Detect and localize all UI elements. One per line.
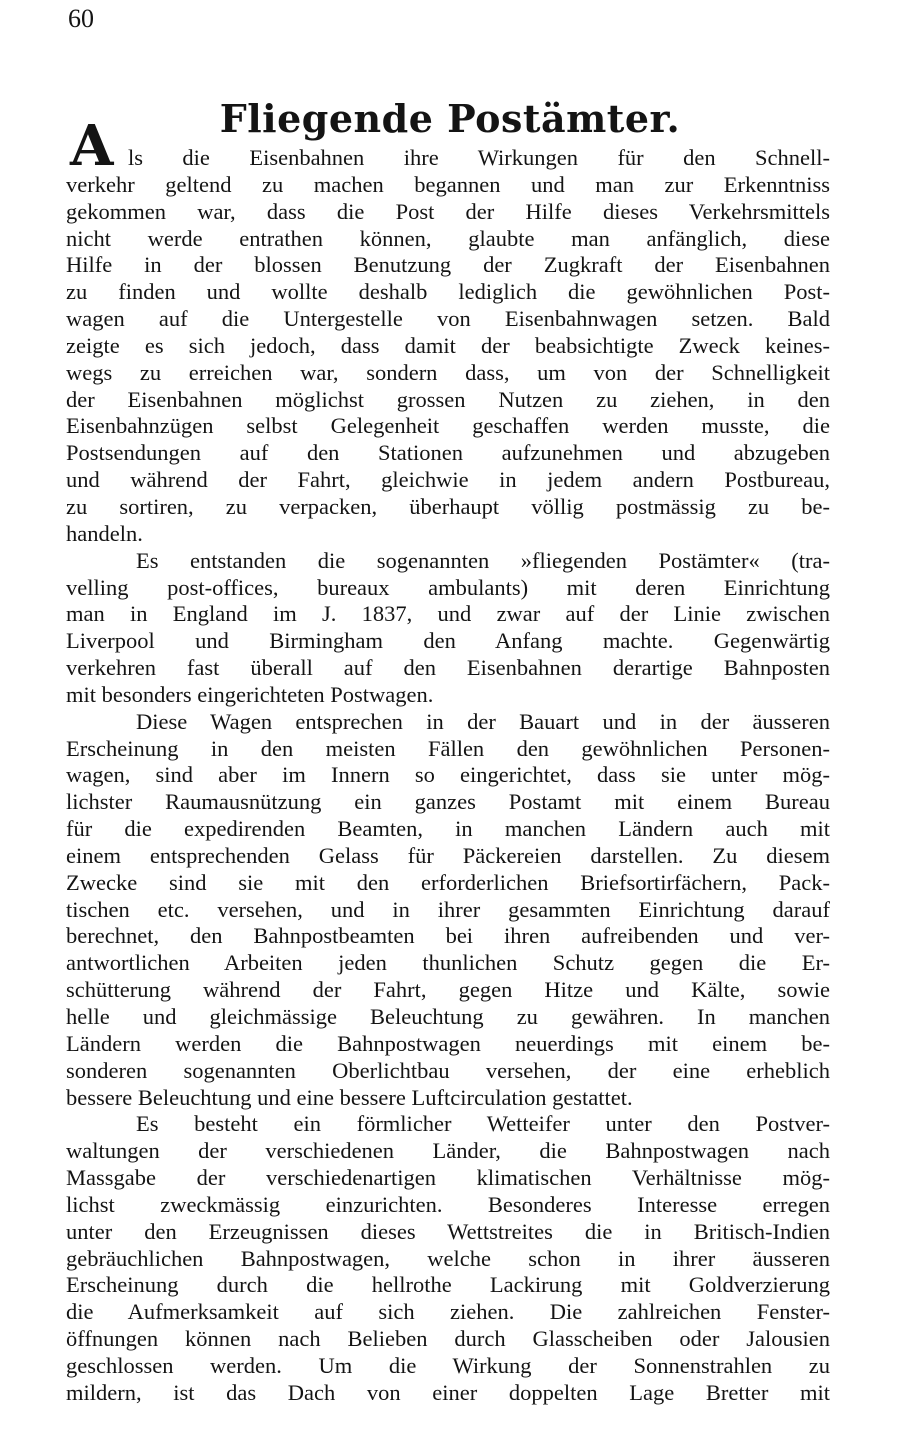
- text-line: Hilfe in der blossen Benutzung der Zugkraft der Eisenbahnen: [66, 252, 830, 278]
- text-line: mildern, ist das Dach von einer doppelten Lage Bretter mit: [66, 1379, 830, 1405]
- text-line: gebräuchlichen Bahnpostwagen, welche schon in ihrer äusseren: [66, 1245, 830, 1271]
- text-line: handeln.: [66, 520, 143, 546]
- text-line: unter den Erzeugnissen dieses Wettstreites die in Britisch-Indien: [66, 1218, 830, 1244]
- text-line: lichster Raumausnützung ein ganzes Postamt mit einem Bureau: [66, 789, 830, 815]
- text-line: sonderen sogenannten Oberlichtbau versehen, der eine erheblich: [66, 1057, 830, 1083]
- text-line: Es entstanden die sogenannten »fliegenden Postämter« (tra-: [136, 547, 830, 573]
- page-title: Fliegende Postämter.: [219, 96, 681, 142]
- text-line: öffnungen können nach Belieben durch Glasscheiben oder Jalousien: [66, 1326, 830, 1352]
- text-line: Erscheinung durch die hellrothe Lackirung mit Goldverzierung: [66, 1272, 830, 1298]
- drop-initial: A: [70, 113, 114, 179]
- text-line: für die expedirenden Beamten, in manchen Ländern auch mit: [66, 816, 830, 842]
- text-line: geschlossen werden. Um die Wirkung der Sonnenstrahlen zu: [66, 1352, 830, 1378]
- text-line: verkehren fast überall auf den Eisenbahnen derartige Bahnposten: [66, 655, 830, 681]
- text-line: wagen, sind aber im Innern so eingerichtet, dass sie unter mög-: [66, 762, 830, 788]
- text-line: der Eisenbahnen möglichst grossen Nutzen zu ziehen, in den: [66, 386, 830, 412]
- text-line: bessere Beleuchtung und eine bessere Luftcirculation gestattet.: [66, 1084, 633, 1110]
- text-line: zu sortiren, zu verpacken, überhaupt völlig postmässig zu be-: [66, 493, 830, 519]
- text-line: velling post-offices, bureaux ambulants) mit deren Einrichtung: [66, 574, 830, 600]
- text-line: Diese Wagen entsprechen in der Bauart und in der äusseren: [136, 708, 830, 734]
- text-line: tischen etc. versehen, und in ihrer gesammten Einrichtung darauf: [66, 896, 830, 922]
- text-line: man in England im J. 1837, und zwar auf der Linie zwischen: [66, 601, 830, 627]
- text-line: berechnet, den Bahnpostbeamten bei ihren aufreibenden und ver-: [66, 923, 830, 949]
- text-line: Zwecke sind sie mit den erforderlichen Briefsortirfächern, Pack-: [66, 869, 830, 895]
- text-line: die Aufmerksamkeit auf sich ziehen. Die zahlreichen Fenster-: [66, 1299, 830, 1325]
- text-line: Postsendungen auf den Stationen aufzunehmen und abzugeben: [66, 440, 830, 466]
- page-number: 60: [68, 4, 94, 33]
- body-text: [66, 145, 830, 1407]
- text-line: zu finden und wollte deshalb lediglich die gewöhnlichen Post-: [66, 279, 830, 305]
- text-line: Liverpool und Birmingham den Anfang machte. Gegenwärtig: [66, 628, 830, 654]
- text-line: schütterung während der Fahrt, gegen Hitze und Kälte, sowie: [66, 977, 830, 1003]
- text-line: Massgabe der verschiedenartigen klimatischen Verhältnisse mög-: [66, 1165, 830, 1191]
- text-line: verkehr geltend zu machen begannen und man zur Erkenntniss: [66, 171, 830, 197]
- text-line: einem entsprechenden Gelass für Päckereien darstellen. Zu diesem: [66, 842, 830, 868]
- text-line: nicht werde entrathen können, glaubte man anfänglich, diese: [66, 225, 830, 251]
- text-line: Ländern werden die Bahnpostwagen neuerdings mit einem be-: [66, 1030, 830, 1056]
- text-line: mit besonders eingerichteten Postwagen.: [66, 681, 434, 707]
- text-line: zeigte es sich jedoch, dass damit der beabsichtigte Zweck keines-: [66, 332, 830, 358]
- text-line: helle und gleichmässige Beleuchtung zu gewähren. In manchen: [66, 1004, 830, 1029]
- text-line: Eisenbahnzügen selbst Gelegenheit geschaffen werden musste, die: [66, 413, 830, 439]
- text-line: lichst zweckmässig einzurichten. Besonderes Interesse erregen: [66, 1191, 830, 1217]
- text-line: gekommen war, dass die Post der Hilfe dieses Verkehrsmittels: [66, 198, 830, 224]
- text-line: waltungen der verschiedenen Länder, die Bahnpostwagen nach: [66, 1138, 830, 1164]
- text-line: Es besteht ein förmlicher Wetteifer unter den Postver-: [136, 1111, 830, 1137]
- text-line: antwortlichen Arbeiten jeden thunlichen Schutz gegen die Er-: [66, 950, 830, 976]
- text-line: Erscheinung in den meisten Fällen den gewöhnlichen Personen-: [66, 735, 830, 761]
- text-line: wegs zu erreichen war, sondern dass, um von der Schnelligkeit: [66, 359, 830, 385]
- text-line: ls die Eisenbahnen ihre Wirkungen für den Schnell-: [128, 145, 830, 170]
- text-line: und während der Fahrt, gleichwie in jedem andern Postbureau,: [66, 467, 830, 493]
- text-line: wagen auf die Untergestelle von Eisenbahnwagen setzen. Bald: [66, 306, 830, 332]
